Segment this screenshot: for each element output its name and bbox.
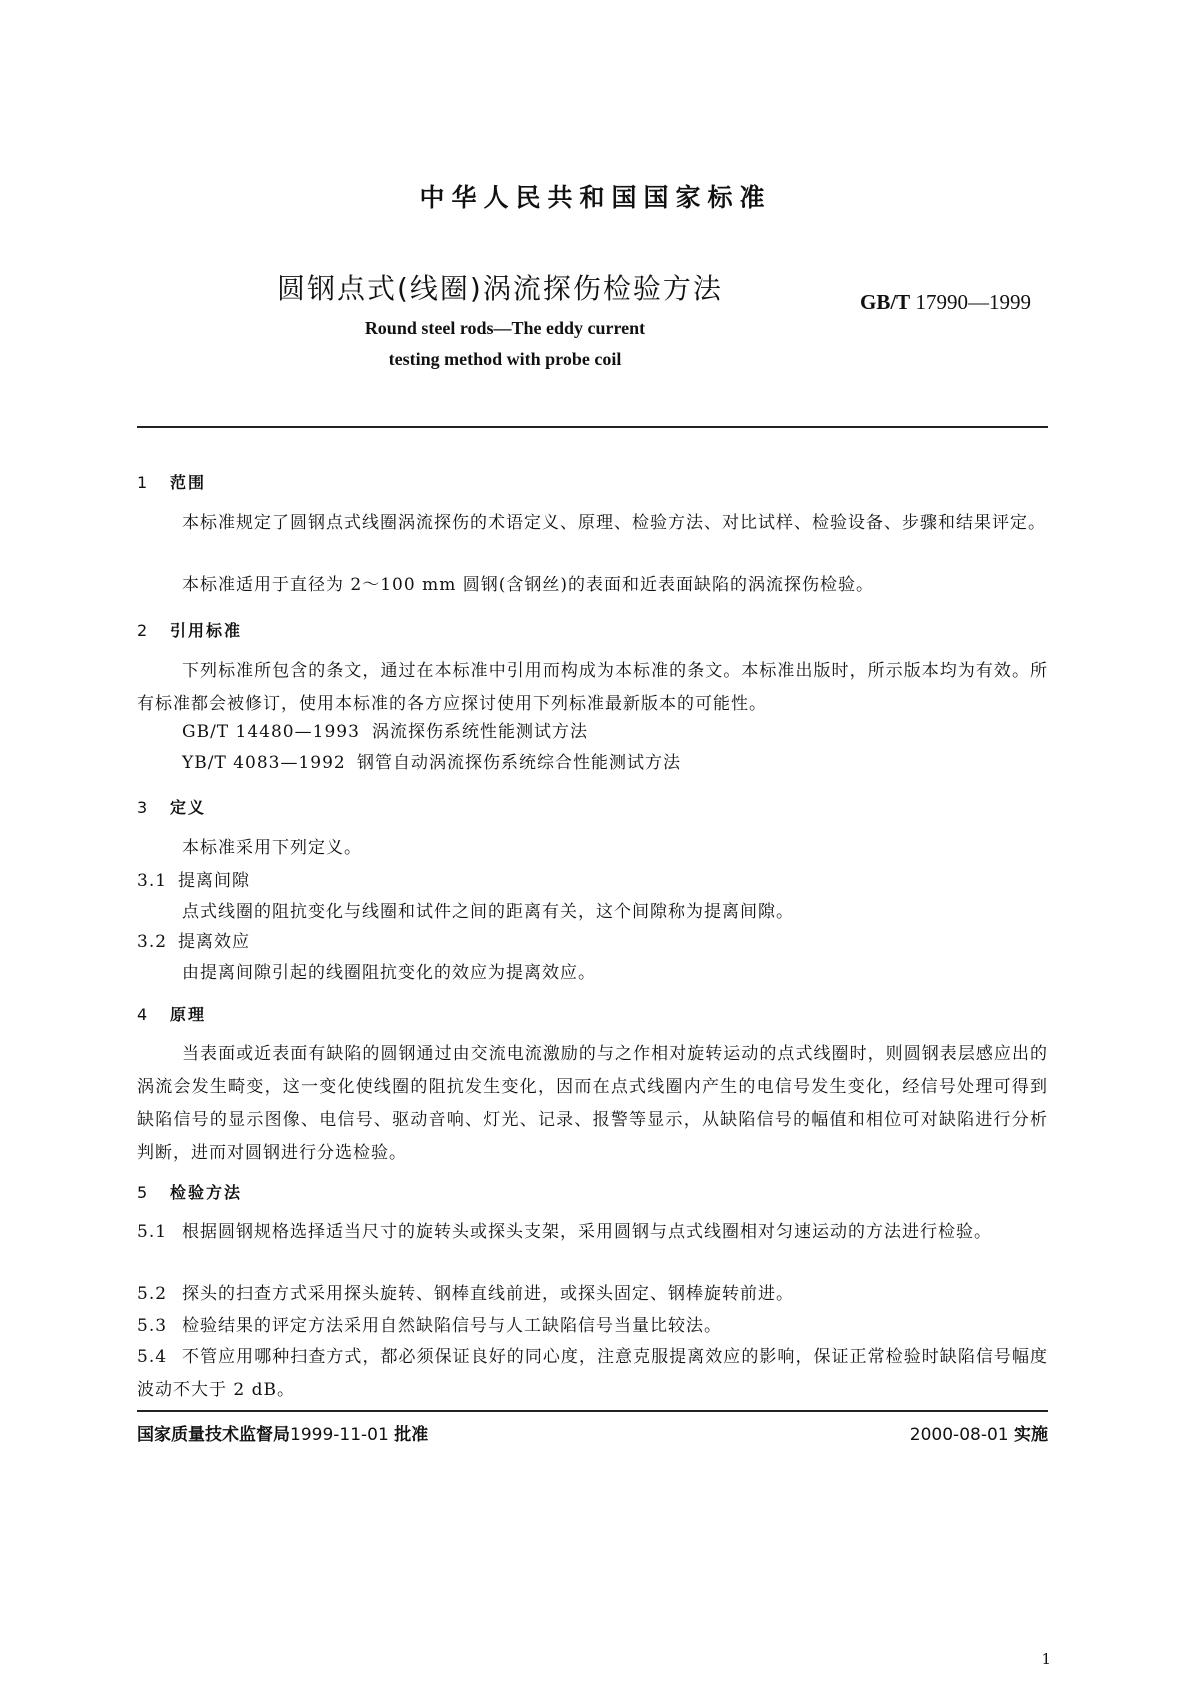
clause-text: 检验结果的评定方法采用自然缺陷信号与人工缺陷信号当量比较法。 xyxy=(182,1316,722,1336)
section-title: 原理 xyxy=(170,1005,207,1024)
section-title: 引用标准 xyxy=(170,621,243,640)
clause-5-1 xyxy=(137,1216,1048,1249)
clause-text: 根据圆钢规格选择适当尺寸的旋转头或探头支架，采用圆钢与点式线圈相对匀速运动的方法进行检验。 xyxy=(182,1222,992,1242)
reference-item xyxy=(182,748,681,773)
reference-name: 钢管自动涡流探伤系统综合性能测试方法 xyxy=(357,753,681,773)
effective-date: 2000-08-01 xyxy=(909,1425,1009,1445)
definition-3-2-text: 由提离间隙引起的线圈阻抗变化的效应为提离效应。 xyxy=(182,963,596,983)
effective-label: 实施 xyxy=(1014,1425,1048,1445)
section-heading-3 xyxy=(137,795,206,818)
clause-5-4 xyxy=(137,1341,1048,1407)
section-2-paragraph-1: 下列标准所包含的条文，通过在本标准中引用而构成为本标准的条文。本标准出版时，所示版本均为有效。所有标准都会被修订，使用本标准的各方应探讨使用下列标准最新版本的可能性。 xyxy=(137,661,1048,714)
section-heading-5 xyxy=(137,1180,242,1203)
standard-code-number: 17990—1999 xyxy=(915,290,1031,314)
document-title-en-line2: testing method with probe coil xyxy=(388,349,622,369)
approval-label: 批准 xyxy=(394,1425,429,1445)
section-1-paragraph-2: 本标准适用于直径为 2～100 mm 圆钢(含钢丝)的表面和近表面缺陷的涡流探伤检验。 xyxy=(182,575,874,595)
clause-text: 不管应用哪种扫查方式，都必须保证良好的同心度，注意克服提离效应的影响，保证正常检验时缺陷信号幅度波动不大于 2 dB。 xyxy=(137,1347,1048,1400)
section-4-paragraph-1: 当表面或近表面有缺陷的圆钢通过由交流电流激励的与之作相对旋转运动的点式线圈时，则圆钢表层感应出的涡流会发生畸变，这一变化使线圈的阻抗发生变化，因而在点式线圈内产生的电信号发生变化，经信号处理可得到缺陷信号的显示图像、电信号、驱动音响、灯光、记录、报警等显示，从缺陷信号的幅值和相位可对缺陷进行分析判断，进而对圆钢进行分选检验。 xyxy=(137,1044,1048,1163)
definition-3-2-heading xyxy=(137,927,250,952)
section-number: 4 xyxy=(137,1005,148,1024)
footer-divider xyxy=(137,1410,1048,1412)
section-title: 定义 xyxy=(170,798,207,817)
section-heading-2 xyxy=(137,618,242,641)
section-heading-1 xyxy=(137,470,206,493)
definition-term: 提离间隙 xyxy=(178,871,250,891)
section-title: 范围 xyxy=(170,473,207,492)
definition-number: 3.1 xyxy=(137,871,168,891)
effective-line xyxy=(910,1420,1048,1445)
reference-code: GB/T 14480—1993 xyxy=(182,722,360,742)
approval-line xyxy=(137,1420,428,1445)
approval-org: 国家质量技术监督局 xyxy=(137,1425,290,1445)
national-standard-heading: 中华人民共和国国家标准 xyxy=(419,183,772,212)
standard-code-prefix: GB/T xyxy=(860,290,911,314)
page-number: 1 xyxy=(1041,1650,1051,1668)
clause-number: 5.3 xyxy=(137,1316,168,1336)
reference-code: YB/T 4083—1992 xyxy=(182,753,346,773)
clause-5-3 xyxy=(137,1310,1048,1343)
section-heading-4 xyxy=(137,1002,206,1025)
section-number: 3 xyxy=(137,798,148,817)
document-title-cn: 圆钢点式(线圈)涡流探伤检验方法 xyxy=(277,272,723,305)
clause-5-2 xyxy=(137,1278,1048,1311)
clause-text: 探头的扫查方式采用探头旋转、钢棒直线前进，或探头固定、钢棒旋转前进。 xyxy=(182,1284,794,1304)
definition-3-1-heading xyxy=(137,866,250,891)
section-1-paragraph-1: 本标准规定了圆钢点式线圈涡流探伤的术语定义、原理、检验方法、对比试样、检验设备、步骤和结果评定。 xyxy=(182,513,1046,533)
reference-item xyxy=(182,717,588,742)
section-number: 1 xyxy=(137,473,148,492)
definition-number: 3.2 xyxy=(137,932,168,952)
section-3-paragraph-1: 本标准采用下列定义。 xyxy=(182,838,362,858)
approval-date: 1999-11-01 xyxy=(290,1425,389,1445)
reference-name: 涡流探伤系统性能测试方法 xyxy=(372,722,588,742)
clause-number: 5.4 xyxy=(137,1347,168,1367)
definition-3-1-text: 点式线圈的阻抗变化与线圈和试件之间的距离有关，这个间隙称为提离间隙。 xyxy=(182,902,794,922)
document-title-en-line1: Round steel rods—The eddy current xyxy=(364,318,646,338)
clause-number: 5.2 xyxy=(137,1284,168,1304)
definition-term: 提离效应 xyxy=(178,932,250,952)
section-number: 5 xyxy=(137,1183,148,1202)
clause-number: 5.1 xyxy=(137,1222,168,1242)
section-number: 2 xyxy=(137,621,148,640)
section-title: 检验方法 xyxy=(170,1183,243,1202)
header-divider xyxy=(137,426,1048,428)
